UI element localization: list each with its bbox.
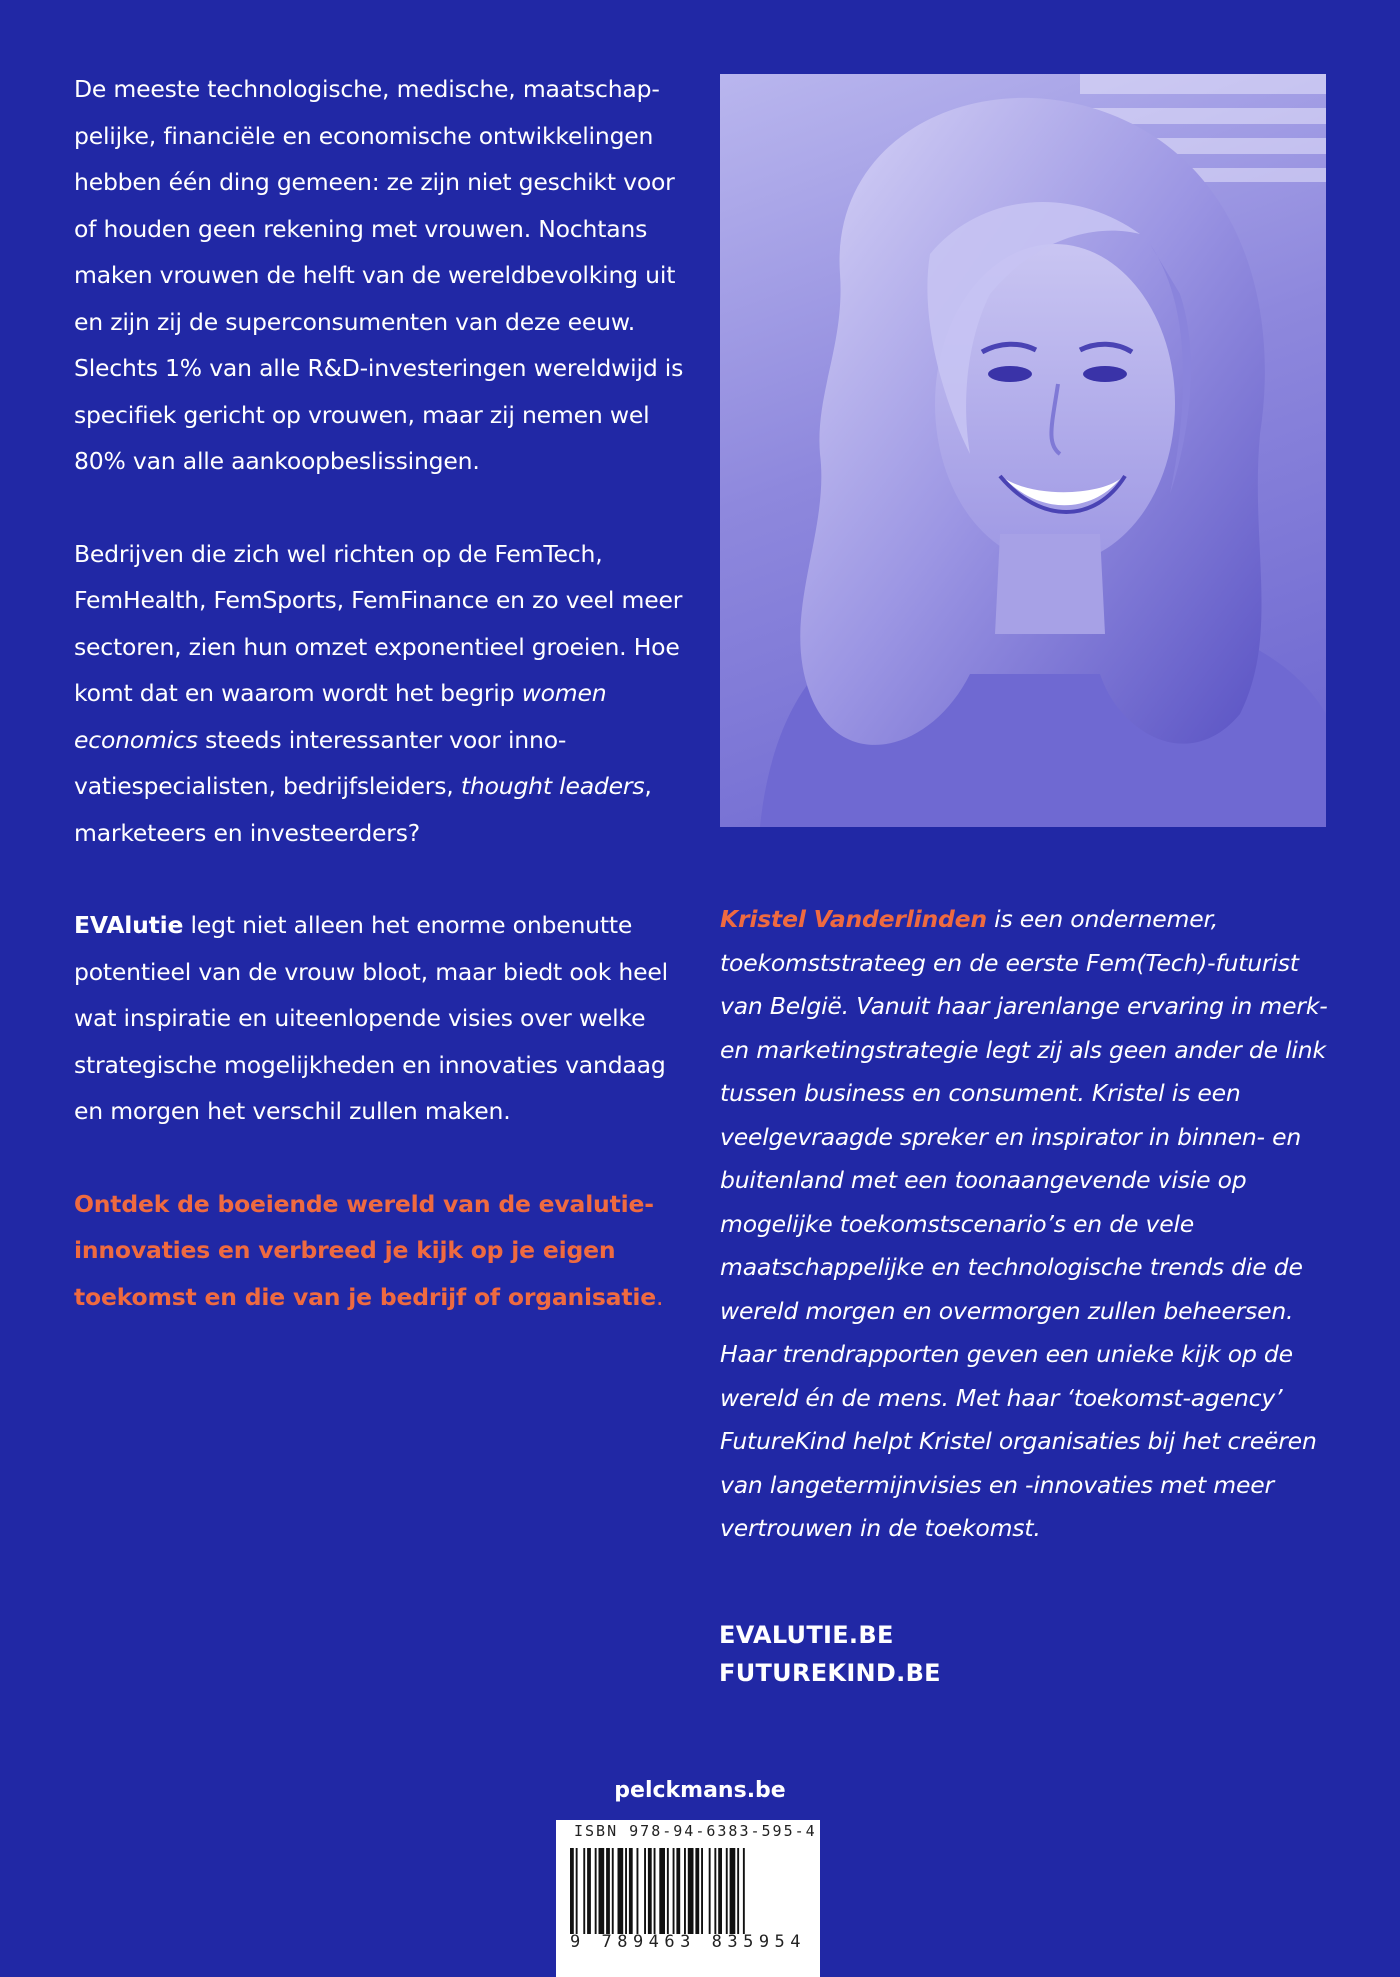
barcode-bar [583,1848,585,1934]
website-links [719,1616,941,1692]
blurb-text: Bedrijven die zich wel richten op de FemTech, FemHealth, FemSports, FemFinance en zo veel meer sectoren, zien hun omzet exponentieel groeien. Hoe komt dat en waarom wordt het begrip [74,539,683,707]
publisher-url[interactable]: pelckmans.be [614,1778,786,1803]
barcode-bars [570,1848,806,1934]
barcode-bar [659,1848,665,1934]
barcode-bar [688,1848,694,1934]
barcode-digits: 9 789463 835954 [570,1932,807,1952]
blurb-paragraph-2 [74,531,684,857]
author-portrait [720,74,1326,827]
blurb-paragraph-3 [74,902,684,1135]
cta-period: . [655,1282,664,1311]
link-futurekind[interactable]: FUTUREKIND.BE [719,1659,941,1687]
author-name: Kristel Vanderlinden [720,905,987,933]
author-bio-text: is een ondernemer, toekomststrateeg en de eerste Fem(Tech)-futurist van België. Vanuit haar jarenlange ervaring in merk- en marketingstrategie legt zij als geen ander de link tussen business en consument. Kristel is een veelgevraagde spreker en inspirator in binnen- en buitenland met een toonaangevende visie op mogelijke toekomstscenario’s en de vele maatschappelijke en technologische trends die de wereld morgen en overmorgen zullen beheersen. Haar trendrapporten geven een unieke kijk op de wereld én de mens. Met haar ‘toekomst-agency’ FutureKind helpt Kristel organisaties bij het creëren van langetermijnvisies en -innovaties met meer vertrouwen in de toekomst. [720,905,1328,1542]
blurb-paragraph-1: De meeste technologische, medische, maatschappelijke, financiële en economische ontwikkelingen hebben één ding gemeen: ze zijn niet geschikt voor of houden geen rekening met vrouwen. Nochtans maken vrouwen de helft van de wereldbevolking uit en zijn zij de superconsumenten van deze eeuw. Slechts 1% van alle R&D-investeringen wereldwijd is specifiek gericht op vrouwen, maar zij nemen wel 80% van alle aankoopbeslissingen. [74,75,684,475]
barcode-bar [637,1848,639,1934]
author-bio [720,898,1340,1551]
blurb-text: , marketeers en investeerders? [74,772,652,847]
barcode-bar [701,1848,703,1934]
blurb-call-to-action [74,1181,684,1321]
barcode-bar [576,1848,578,1934]
isbn-label: ISBN 978-94-6383-595-4 [574,1822,817,1840]
barcode-bar [673,1848,675,1934]
blurb [74,66,684,1320]
barcode-bar [618,1848,624,1934]
barcode-bar [714,1848,716,1934]
author-bio-paragraph [720,898,1340,1551]
barcode-bar [667,1848,669,1934]
portrait-illustration [720,74,1326,827]
barcode-bar [595,1848,597,1934]
emphasis-thought-leaders: thought leaders [460,772,645,800]
barcode-bar [612,1848,614,1934]
barcode-bar [743,1848,745,1934]
barcode-bar [587,1848,591,1934]
barcode-bar [730,1848,736,1934]
link-evalutie[interactable]: EVALUTIE.BE [719,1621,894,1649]
barcode-bar [570,1848,574,1934]
barcode-bar [654,1848,656,1934]
emphasis-women-economics: women economics [74,679,607,754]
barcode-bar [625,1848,627,1934]
barcode-bar [718,1848,722,1934]
barcode-bar [599,1848,605,1934]
blurb-text: legt niet alleen het enorme onbenutte potentieel van de vrouw bloot, maar biedt ook heel wat inspiratie en uiteenlopende visies over welke strategische mogelijkheden en innovaties vandaag en morgen het verschil zullen maken. [74,911,668,1125]
blurb-text: steeds interessanter voor innovatiespecialisten, bedrijfsleiders, [74,725,567,800]
barcode-bar [676,1848,680,1934]
book-title-inline: EVAlutie [74,911,184,939]
barcode-bar [644,1848,646,1934]
isbn-barcode [556,1820,820,1977]
cta-text: Ontdek de boeiende wereld van de evalutie-innovaties en verbreed je kijk op je eigen toekomst en die van je bedrijf of organisatie [74,1189,656,1311]
barcode-bar [737,1848,739,1934]
barcode-bar [695,1848,699,1934]
barcode-bar [726,1848,728,1934]
barcode-bar [648,1848,652,1934]
barcode-bar [684,1848,686,1934]
barcode-bar [606,1848,610,1934]
barcode-bar [709,1848,711,1934]
barcode-bar [629,1848,633,1934]
